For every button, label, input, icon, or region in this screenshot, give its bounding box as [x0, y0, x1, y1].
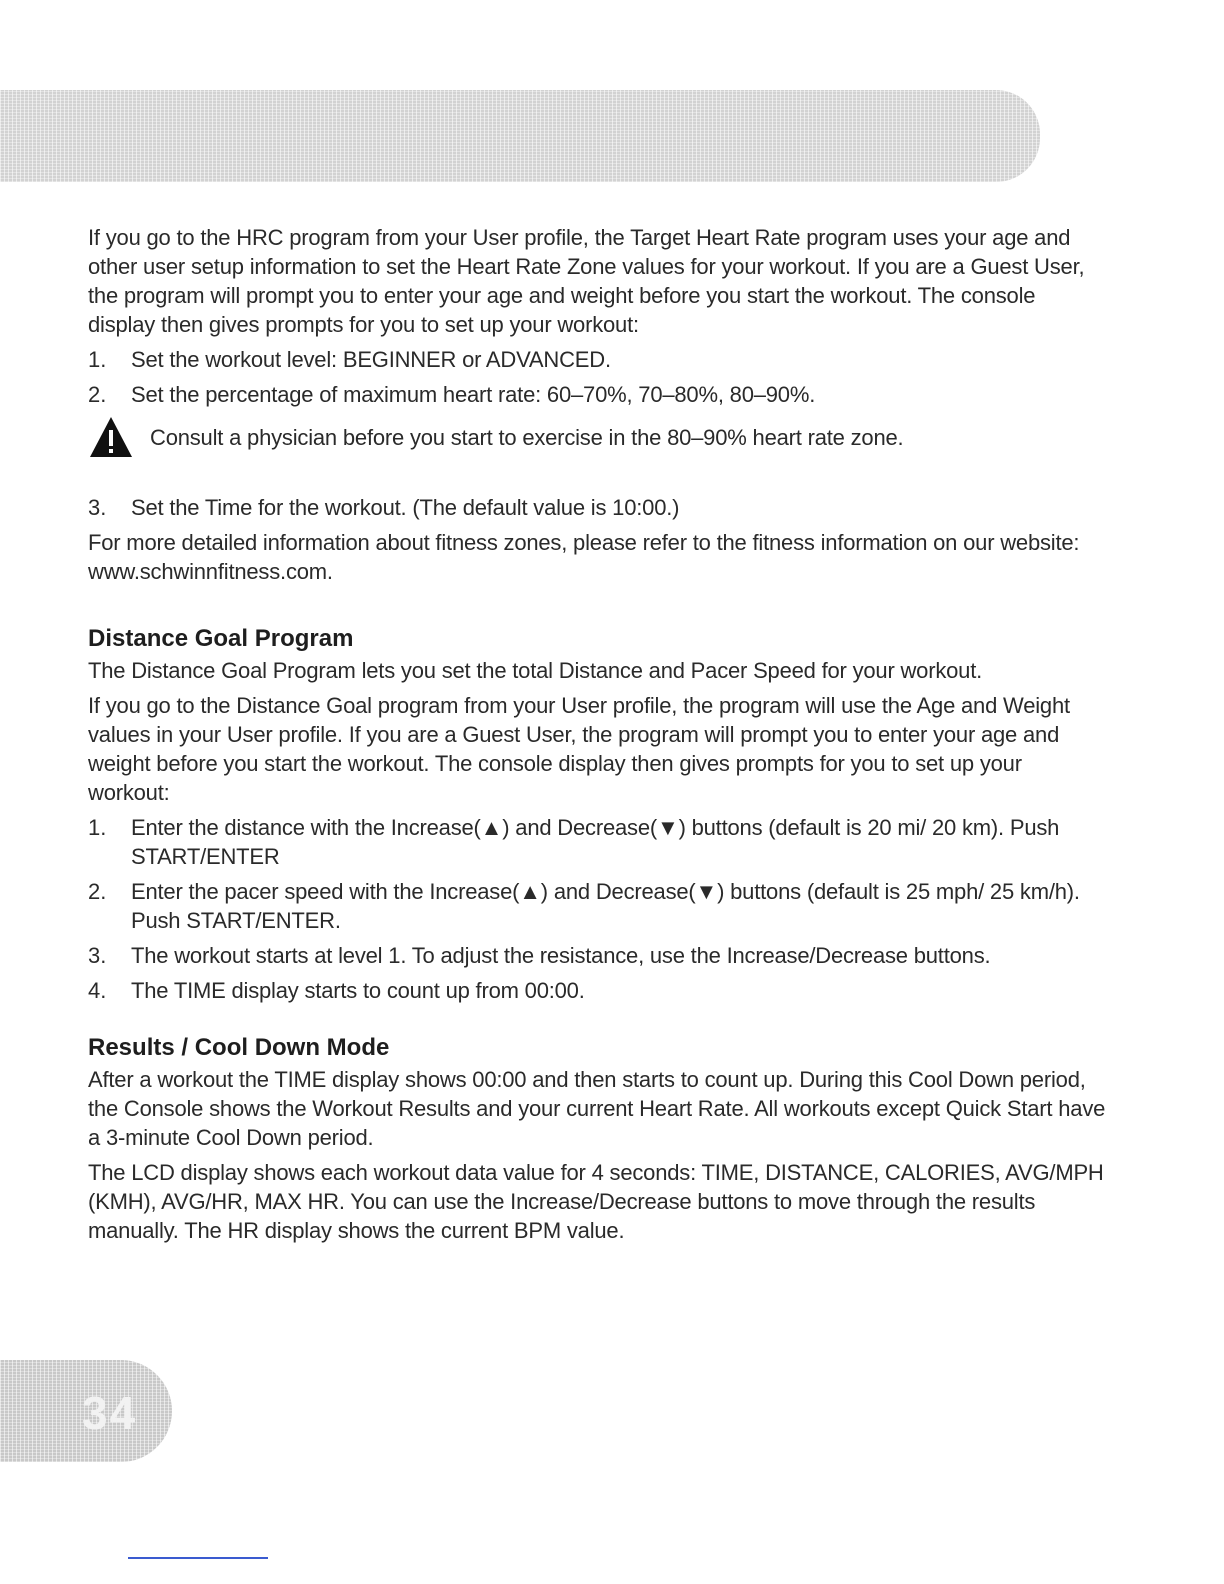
- list-item: [88, 976, 1108, 1005]
- list-number: 2.: [88, 382, 107, 407]
- results-heading: Results / Cool Down Mode: [88, 1034, 390, 1061]
- hrc-intro: If you go to the HRC program from your User profile, the Target Heart Rate program uses your age and other user setup information to set the Heart Rate Zone values for your workout. If you are a Guest User, the program will prompt you to enter your age and weight before you start the workout. The console display then gives prompts for you to set up your workout:: [88, 225, 1085, 337]
- list-number: 2.: [88, 879, 107, 904]
- warning-callout: [88, 415, 1108, 459]
- list-item: [88, 813, 1108, 871]
- list-item: [88, 345, 1108, 374]
- list-number: 3.: [88, 495, 107, 520]
- list-item: [88, 380, 1108, 409]
- list-text: The TIME display starts to count up from 00:00.: [131, 978, 585, 1003]
- distance-goal-heading: Distance Goal Program: [88, 625, 354, 652]
- more-info-text: For more detailed information about fitness zones, please refer to the fitness information on our website: www.schwinnfitness.com.: [88, 530, 1080, 584]
- page-content: [88, 223, 1108, 1251]
- results-paragraph-2: The LCD display shows each workout data value for 4 seconds: TIME, DISTANCE, CALORIES, AVG/MPH (KMH), AVG/HR, MAX HR. You can use the Increase/Decrease buttons to move through the results manually. The HR display shows the current BPM value.: [88, 1160, 1104, 1243]
- list-text: Set the percentage of maximum heart rate: 60–70%, 70–80%, 80–90%.: [131, 382, 816, 407]
- list-text: Enter the pacer speed with the Increase(▲) and Decrease(▼) buttons (default is 25 mph/ 25 km/h). Push START/ENTER.: [131, 879, 1080, 933]
- list-text: The workout starts at level 1. To adjust the resistance, use the Increase/Decrease buttons.: [131, 943, 991, 968]
- list-text: Set the workout level: BEGINNER or ADVANCED.: [131, 347, 611, 372]
- list-number: 1.: [88, 815, 107, 840]
- distance-intro: The Distance Goal Program lets you set the total Distance and Pacer Speed for your workout.: [88, 658, 983, 683]
- list-item: [88, 941, 1108, 970]
- footer-rule: [128, 1557, 268, 1559]
- list-text: Enter the distance with the Increase(▲) and Decrease(▼) buttons (default is 20 mi/ 20 km). Push START/ENTER: [131, 815, 1060, 869]
- results-paragraph-1: After a workout the TIME display shows 00:00 and then starts to count up. During this Cool Down period, the Console shows the Workout Results and your current Heart Rate. All workouts except Quick Start have a 3-minute Cool Down period.: [88, 1067, 1106, 1150]
- distance-description: If you go to the Distance Goal program from your User profile, the program will use the Age and Weight values in your User profile. If you are a Guest User, the program will prompt you to enter your age and weight before you start the workout. The console display then gives prompts for you to set up your workout:: [88, 693, 1070, 805]
- page-number: 34: [82, 1387, 138, 1439]
- list-text: Set the Time for the workout. (The default value is 10:00.): [131, 495, 680, 520]
- list-number: 1.: [88, 347, 107, 372]
- list-item: [88, 493, 1108, 522]
- warning-text: Consult a physician before you start to exercise in the 80–90% heart rate zone.: [150, 424, 904, 450]
- warning-icon: [88, 415, 134, 459]
- list-item: [88, 877, 1108, 935]
- page-number-badge: [0, 1360, 172, 1462]
- list-number: 3.: [88, 943, 107, 968]
- header-band: [0, 90, 1040, 182]
- list-number: 4.: [88, 978, 107, 1003]
